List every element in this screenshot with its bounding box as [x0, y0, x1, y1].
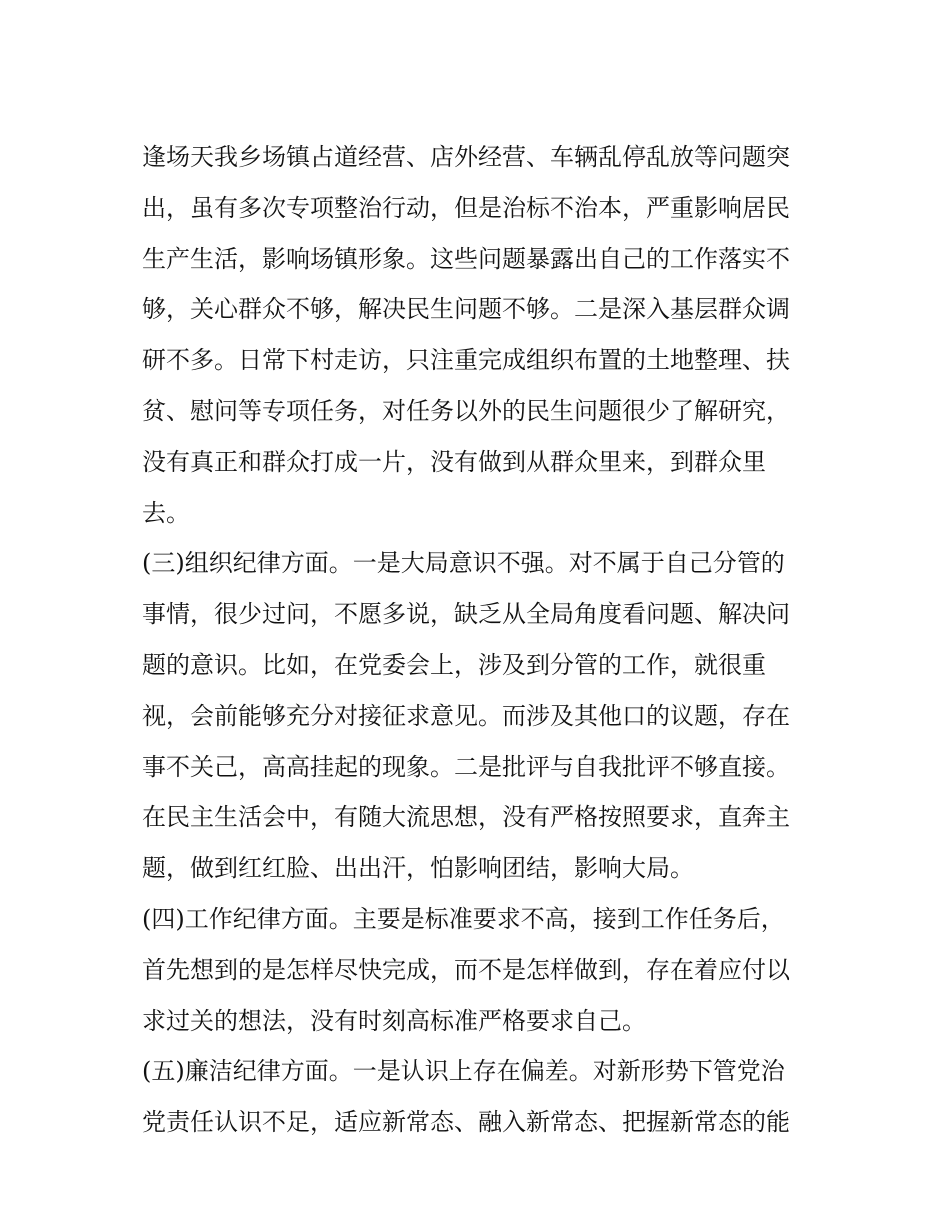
text-line: 去。 — [142, 498, 190, 527]
text-line: 贫、慰问等专项任务，对任务以外的民生问题很少了解研究， — [142, 396, 790, 425]
text-line: 视，会前能够充分对接征求意见。而涉及其他口的议题，存在 — [142, 701, 790, 730]
text-line: 题，做到红红脸、出出汗，怕影响团结，影响大局。 — [142, 854, 694, 883]
text-line: 研不多。日常下村走访，只注重完成组织布置的土地整理、扶 — [142, 346, 790, 375]
text-line: 逢场天我乡场镇占道经营、店外经营、车辆乱停乱放等问题突 — [142, 143, 790, 171]
text-line: 事不关己，高高挂起的现象。二是批评与自我批评不够直接。 — [142, 752, 790, 781]
text-line: 首先想到的是怎样尽快完成，而不是怎样做到，存在着应付以 — [142, 955, 790, 984]
text-line: 生产生活，影响场镇形象。这些问题暴露出自己的工作落实不 — [142, 244, 790, 273]
text-line: 出，虽有多次专项整治行动，但是治标不治本，严重影响居民 — [142, 193, 790, 222]
text-line: 事情，很少过问，不愿多说，缺乏从全局角度看问题、解决问 — [142, 600, 790, 629]
text-line: (三)组织纪律方面。一是大局意识不强。对不属于自己分管的 — [142, 549, 785, 578]
text-line: (五)廉洁纪律方面。一是认识上存在偏差。对新形势下管党治 — [142, 1057, 785, 1086]
text-line: 在民主生活会中，有随大流思想，没有严格按照要求，直奔主 — [142, 803, 790, 832]
text-line: 没有真正和群众打成一片，没有做到从群众里来，到群众里 — [142, 447, 766, 476]
text-line: 求过关的想法，没有时刻高标准严格要求自己。 — [142, 1006, 646, 1035]
text-line: (四)工作纪律方面。主要是标准要求不高，接到工作任务后， — [142, 904, 785, 933]
text-line: 党责任认识不足，适应新常态、融入新常态、把握新常态的能 — [142, 1108, 790, 1137]
text-line: 题的意识。比如，在党委会上，涉及到分管的工作，就很重 — [142, 650, 766, 679]
body-text — [142, 132, 822, 1148]
text-line: 够，关心群众不够，解决民生问题不够。二是深入基层群众调 — [142, 295, 790, 324]
